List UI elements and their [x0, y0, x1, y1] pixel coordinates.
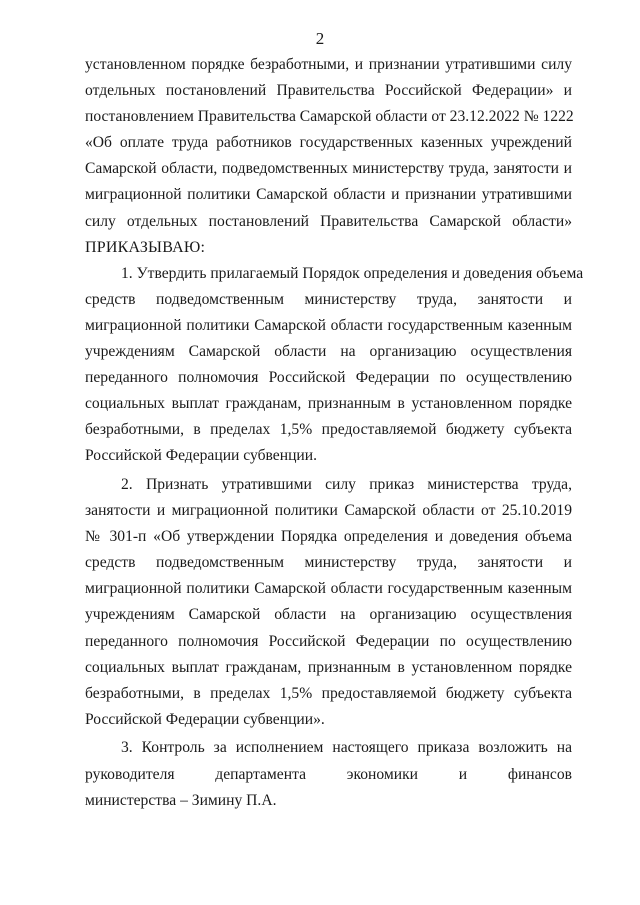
- text-line: миграционной политики Самарской области государственным казенным: [85, 316, 572, 334]
- paragraph-2: [85, 472, 572, 733]
- text-line: министерства – Зимину П.А.: [85, 791, 277, 809]
- text-line: средств подведомственным министерству труда, занятости и: [85, 554, 572, 572]
- text-line: миграционной политики Самарской области и признании утратившими: [85, 186, 572, 204]
- text-line: социальных выплат гражданам, признанным в установленном порядке: [85, 395, 572, 413]
- paragraph-1: [85, 261, 584, 470]
- text-line: Российской Федерации субвенции.: [85, 447, 318, 465]
- text-line: переданного полномочия Российской Федерации по осуществлению: [85, 369, 572, 387]
- text-line: установленном порядке безработными, и признании утратившими силу: [85, 56, 572, 73]
- document-body: [85, 52, 584, 814]
- text-line: руководителя департамента экономики и финансов: [85, 765, 572, 783]
- text-line: № 301-п «Об утверждении Порядка определения и доведения объема: [85, 528, 572, 546]
- text-line: безработными, в пределах 1,5% предоставляемой бюджету субъекта: [85, 684, 572, 702]
- text-line: отдельных постановлений Правительства Российской Федерации» и: [85, 82, 572, 100]
- order-heading: ПРИКАЗЫВАЮ:: [85, 238, 206, 256]
- text-line: «Об оплате труда работников государственных казенных учреждений: [85, 134, 572, 152]
- text-line: Российской Федерации субвенции».: [85, 710, 325, 728]
- text-line: Самарской области, подведомственных министерству труда, занятости и: [85, 160, 572, 178]
- text-line: учреждениям Самарской области на организацию осуществления: [85, 606, 572, 624]
- paragraph-3: [85, 735, 572, 813]
- text-line: средств подведомственным министерству труда, занятости и: [85, 290, 572, 308]
- text-line: 2. Признать утратившими силу приказ министерства труда,: [121, 476, 572, 493]
- text-line: постановлением Правительства Самарской области от 23.12.2022 № 1222: [85, 108, 574, 126]
- text-line: 1. Утвердить прилагаемый Порядок определения и доведения объема: [121, 264, 584, 282]
- text-line: силу отдельных постановлений Правительства Самарской области»: [85, 212, 572, 230]
- text-line: учреждениям Самарской области на организацию осуществления: [85, 343, 572, 361]
- page-number: 2: [315, 29, 325, 48]
- text-line: безработными, в пределах 1,5% предоставляемой бюджету субъекта: [85, 421, 572, 439]
- text-line: социальных выплат гражданам, признанным в установленном порядке: [85, 658, 572, 676]
- text-line: 3. Контроль за исполнением настоящего приказа возложить на: [121, 739, 572, 757]
- text-line: переданного полномочия Российской Федерации по осуществлению: [85, 632, 572, 650]
- intro-paragraph: [85, 52, 572, 235]
- text-line: миграционной политики Самарской области государственным казенным: [85, 580, 572, 598]
- text-line: занятости и миграционной политики Самарской области от 25.10.2019: [85, 502, 572, 520]
